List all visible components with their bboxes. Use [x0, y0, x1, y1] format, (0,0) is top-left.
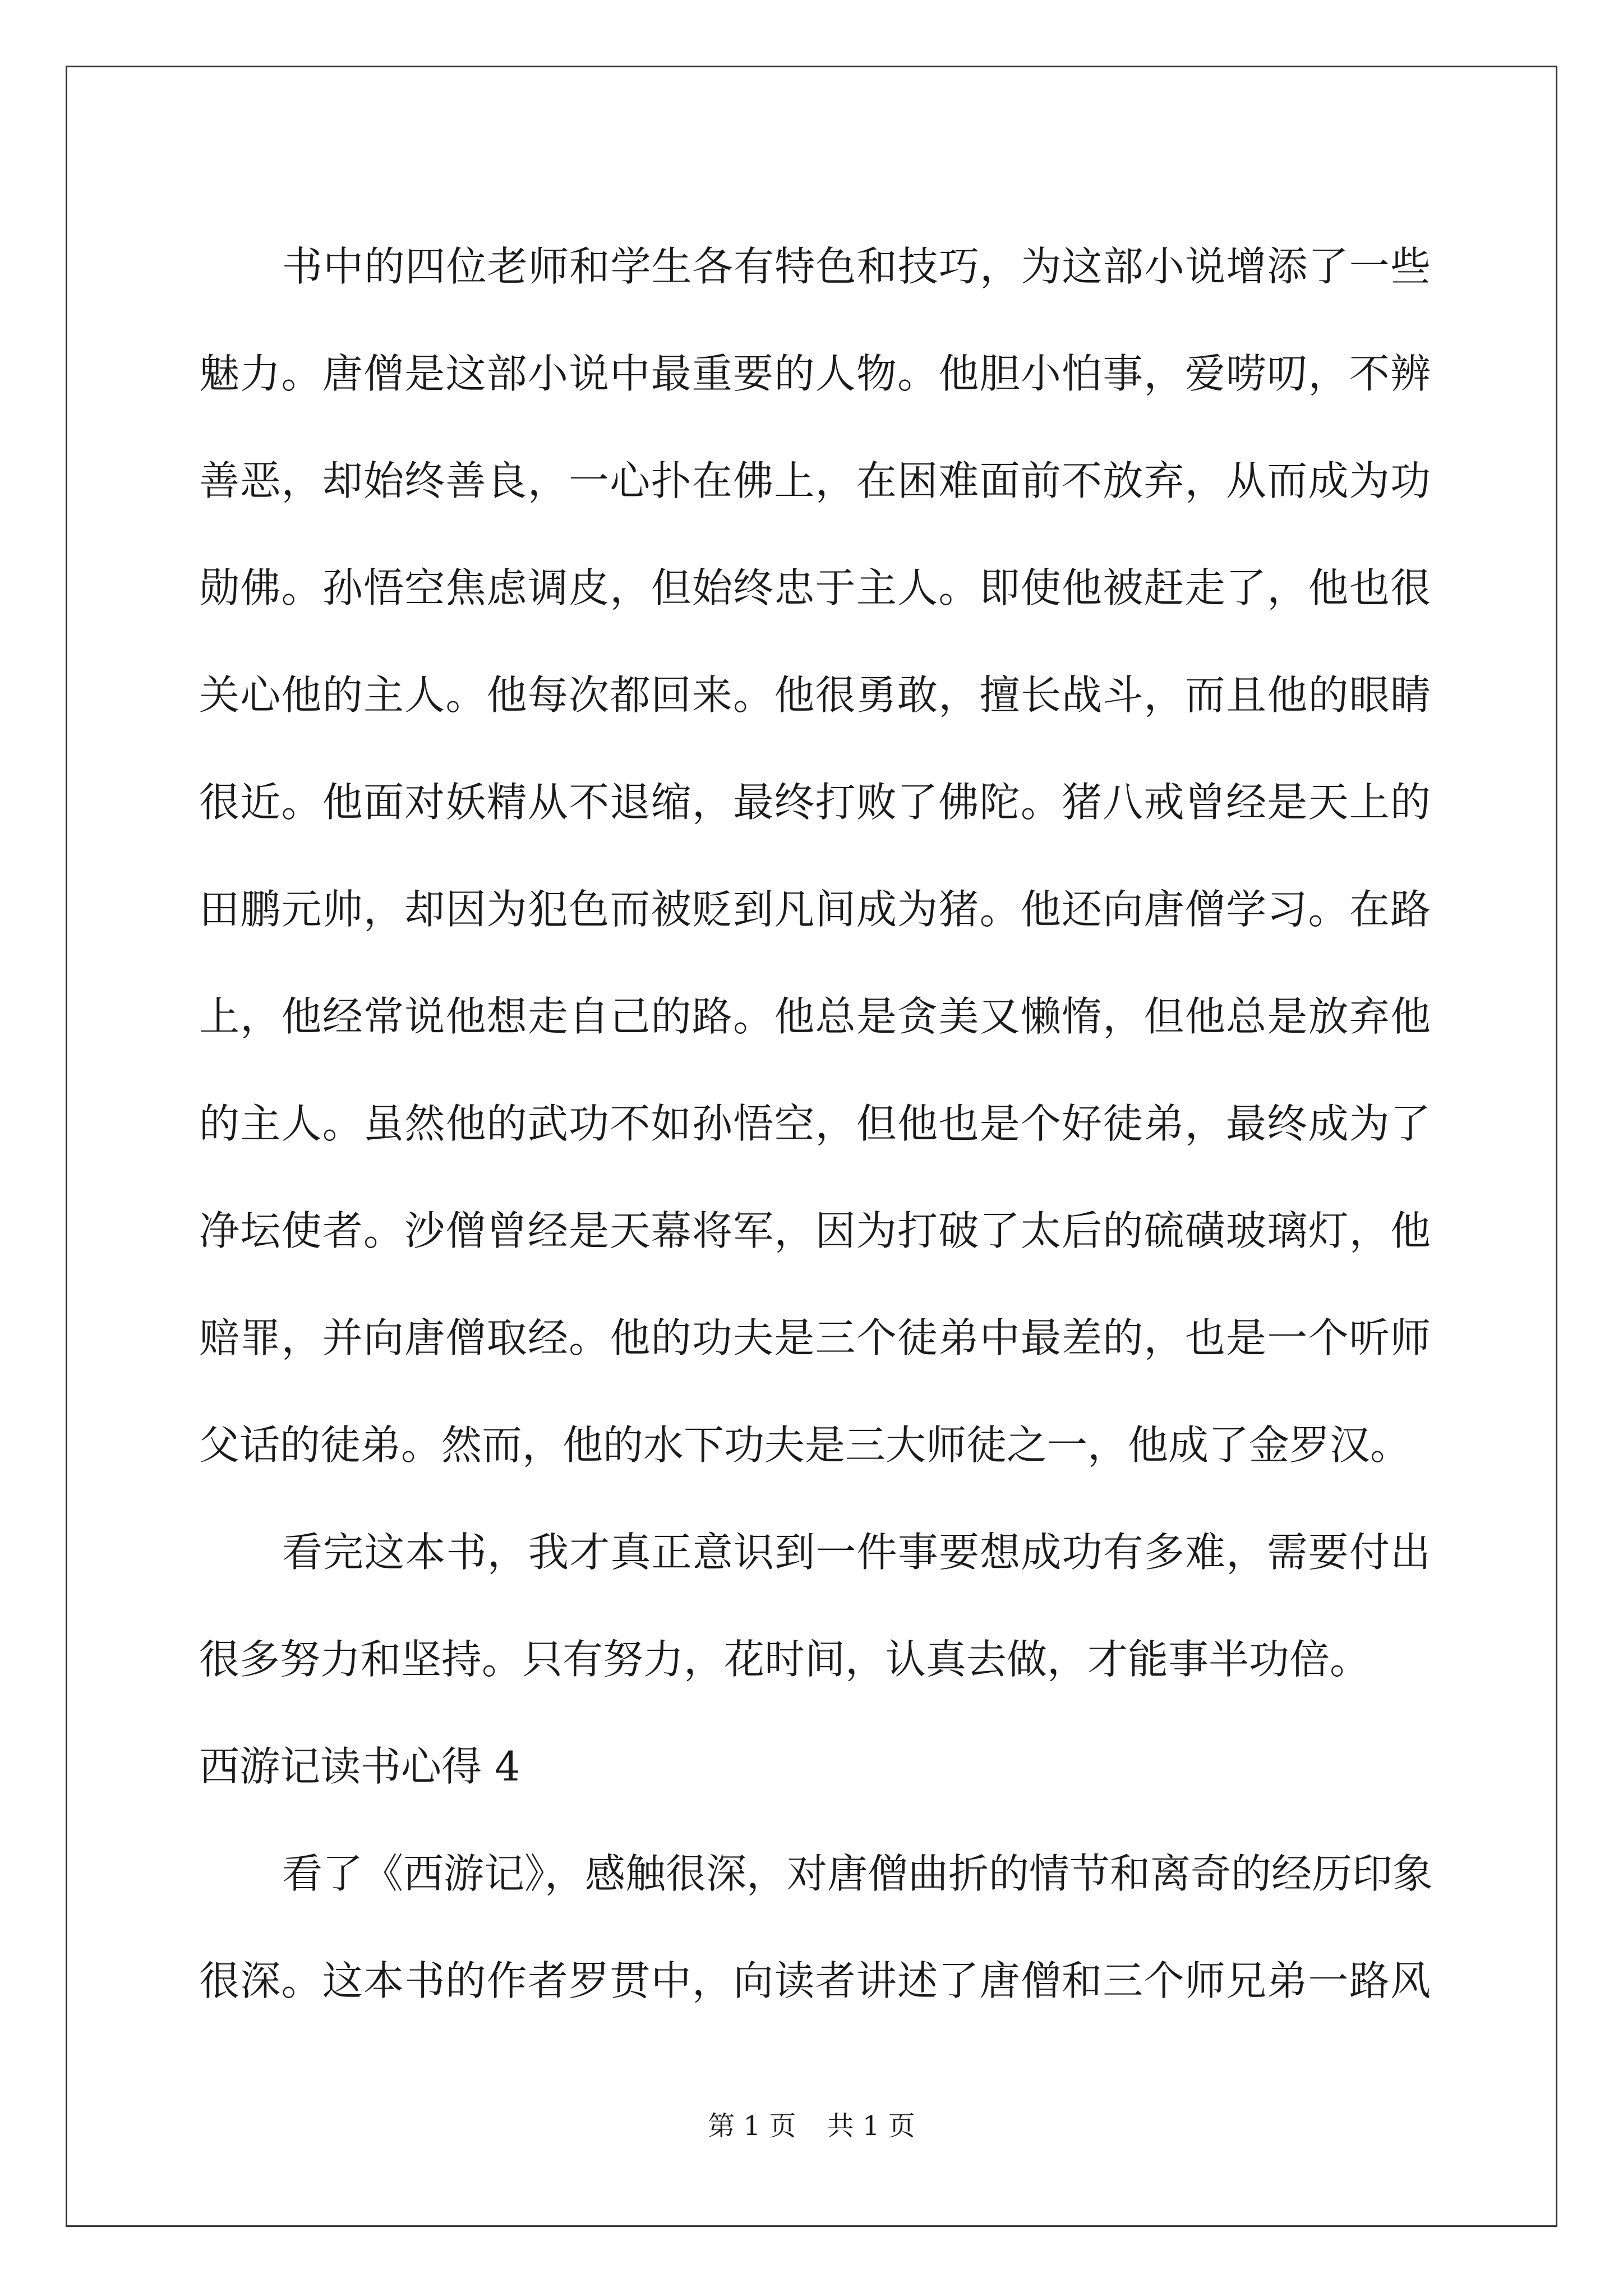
- text-line: 很深。这本书的作者罗贯中，向读者讲述了唐僧和三个师兄弟一路风: [199, 1957, 1431, 2004]
- section-heading: 西游记读书心得 4: [199, 1743, 520, 1790]
- page-footer: [0, 2109, 1623, 2143]
- text-line: 善恶，却始终善良，一心扑在佛上，在困难面前不放弃，从而成为功: [199, 457, 1431, 504]
- text-line: 魅力。唐僧是这部小说中最重要的人物。他胆小怕事，爱唠叨，不辨: [199, 350, 1431, 397]
- page-total: 共 1 页: [827, 2110, 915, 2142]
- text-line: 很近。他面对妖精从不退缩，最终打败了佛陀。猪八戒曾经是天上的: [199, 779, 1431, 826]
- text-line: 净坛使者。沙僧曾经是天幕将军，因为打破了太后的硫磺玻璃灯，他: [199, 1207, 1431, 1254]
- text-line: 书中的四位老师和学生各有特色和技巧，为这部小说增添了一些: [282, 243, 1431, 290]
- text-line: 看完这本书，我才真正意识到一件事要想成功有多难，需要付出: [282, 1529, 1431, 1576]
- document-body: [199, 213, 1431, 2035]
- text-line: 勋佛。孙悟空焦虑调皮，但始终忠于主人。即使他被赶走了，他也很: [199, 564, 1431, 611]
- text-line: 关心他的主人。他每次都回来。他很勇敢，擅长战斗，而且他的眼睛: [199, 671, 1431, 719]
- text-line: 赔罪，并向唐僧取经。他的功夫是三个徒弟中最差的，也是一个听师: [199, 1314, 1431, 1361]
- paragraph-1: [199, 213, 1431, 1499]
- text-line: 父话的徒弟。然而，他的水下功夫是三大师徒之一，他成了金罗汉。: [199, 1421, 1411, 1469]
- text-line: 田鹏元帅，却因为犯色而被贬到凡间成为猪。他还向唐僧学习。在路: [199, 886, 1431, 933]
- text-line: 看了《西游记》，感触很深，对唐僧曲折的情节和离奇的经历印象: [282, 1850, 1433, 1897]
- paragraph-3: [199, 1820, 1431, 2035]
- paragraph-2: [199, 1499, 1431, 1713]
- text-line: 上，他经常说他想走自己的路。他总是贪美又懒惰，但他总是放弃他: [199, 993, 1431, 1040]
- text-line: 很多努力和坚持。只有努力，花时间，认真去做，才能事半功倍。: [199, 1636, 1371, 1683]
- text-line: 的主人。虽然他的武功不如孙悟空，但他也是个好徒弟，最终成为了: [199, 1100, 1431, 1147]
- page-number: 第 1 页: [708, 2110, 796, 2142]
